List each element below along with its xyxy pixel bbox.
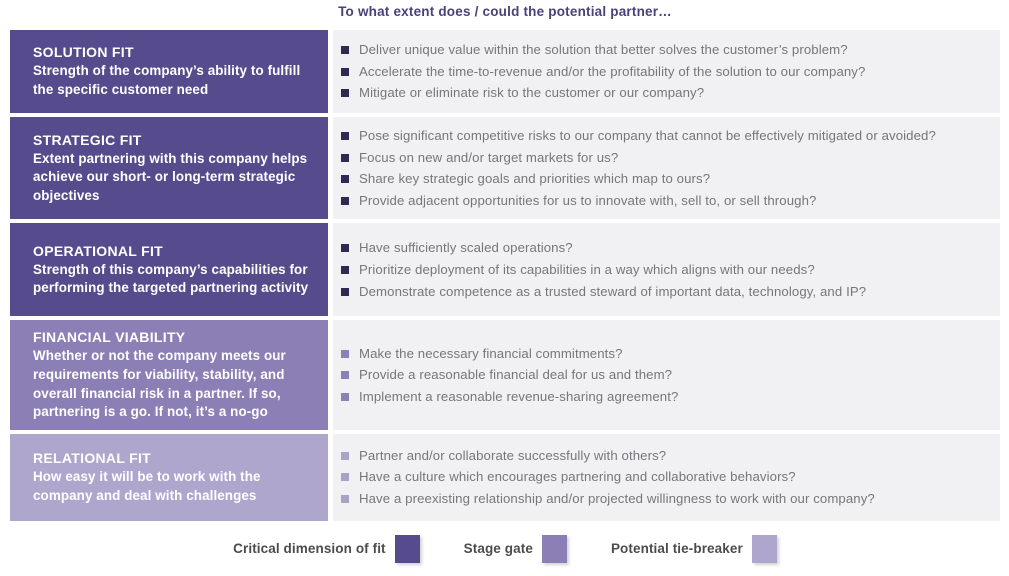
square-bullet-icon [341,132,349,140]
dimension-header-strategic-fit [10,117,328,219]
square-bullet-icon [341,244,349,252]
questions-panel-strategic-fit [333,117,1000,219]
dimension-description: Extent partnering with this company helps achieve our short- or long-term strategic objectives [33,150,308,203]
dimension-description: Whether or not the company meets our requirements for viability, stability, and overall financial risk in a partner. If so, partnering is a go. If not, it’s a no-go [33,348,286,420]
question-item [341,82,865,104]
legend-item-stage-gate [464,535,567,563]
question-text: Pose significant competitive risks to our company that cannot be effectively mitigated or avoided? [359,128,936,143]
square-bullet-icon [341,495,349,503]
dimension-header-financial-viability [10,320,328,429]
question-item [341,168,936,190]
questions-panel-operational-fit [333,223,1000,316]
question-item [341,281,866,303]
page-title: To what extent does / could the potential partner… [338,4,672,19]
square-bullet-icon [341,371,349,379]
question-item [341,386,678,408]
question-list [341,125,936,211]
dimension-header-operational-fit [10,223,328,316]
square-bullet-icon [341,68,349,76]
square-bullet-icon [341,266,349,274]
square-bullet-icon [341,350,349,358]
square-bullet-icon [341,154,349,162]
question-item [341,125,936,147]
row-operational-fit [10,223,1000,316]
square-bullet-icon [341,89,349,97]
question-text: Provide a reasonable financial deal for us and them? [359,367,673,383]
dimension-header-solution-fit [10,30,328,113]
question-list [341,237,866,302]
questions-panel-financial-viability [333,320,1000,429]
square-bullet-icon [341,46,349,54]
square-bullet-icon [341,288,349,296]
question-text: Share key strategic goals and priorities which map to ours? [359,171,711,187]
question-item [341,364,678,386]
question-list [341,343,678,408]
square-bullet-icon [341,452,349,460]
square-bullet-icon [341,393,349,401]
question-item [341,343,678,365]
question-text: Implement a reasonable revenue-sharing agreement? [359,388,679,404]
legend-label: Potential tie-breaker [610,541,743,557]
dimension-header-relational-fit [10,434,328,521]
dimension-heading: RELATIONAL FIT [33,450,152,467]
question-item [341,259,866,281]
question-item [341,147,936,169]
questions-panel-solution-fit [333,30,1000,113]
dimension-description: Strength of this company’s capabilities for performing the targeted partnering activity [33,261,309,296]
question-item [341,488,875,510]
question-item [341,39,865,61]
row-strategic-fit [10,117,1000,219]
legend-label: Critical dimension of fit [233,541,386,557]
legend [10,535,1000,563]
dimension-heading: STRATEGIC FIT [33,131,142,148]
question-text: Prioritize deployment of its capabilities in a way which aligns with our needs? [359,262,815,278]
question-text: Mitigate or eliminate risk to the customer or our company? [359,85,705,101]
row-financial-viability [10,320,1000,429]
dimension-description: How easy it will be to work with the company and deal with challenges [33,469,261,503]
legend-item-critical [233,535,420,563]
tie-breaker-color-swatch-icon [752,535,777,563]
question-item [341,237,866,259]
stage-gate-color-swatch-icon [542,535,567,563]
question-text: Make the necessary financial commitments? [359,345,623,361]
question-text: Have sufficiently scaled operations? [359,240,573,256]
question-item [341,61,865,83]
question-text: Partner and/or collaborate successfully with others? [359,447,667,463]
question-text: Have a preexisting relationship and/or projected willingness to work with our company? [359,491,875,507]
square-bullet-icon [341,175,349,183]
legend-label: Stage gate [463,541,533,557]
question-text: Demonstrate competence as a trusted steward of important data, technology, and IP? [359,283,867,299]
question-text: Provide adjacent opportunities for us to innovate with, sell to, or sell through? [359,192,817,208]
question-text: Accelerate the time-to-revenue and/or the profitability of the solution to our company? [359,63,866,79]
question-text: Have a culture which encourages partnering and collaborative behaviors? [359,469,796,485]
critical-color-swatch-icon [395,535,420,563]
dimension-heading: OPERATIONAL FIT [33,242,163,259]
row-solution-fit [10,30,1000,113]
fit-matrix [10,30,1000,521]
square-bullet-icon [341,473,349,481]
question-text: Deliver unique value within the solution that better solves the customer’s problem? [359,42,848,58]
question-item [341,466,875,488]
dimension-description: Strength of the company’s ability to fulfill the specific customer need [33,63,301,97]
question-item [341,190,936,212]
question-item [341,445,875,467]
row-relational-fit [10,434,1000,521]
question-list [341,445,875,510]
questions-panel-relational-fit [333,434,1000,521]
question-text: Focus on new and/or target markets for us? [359,149,619,165]
dimension-heading: SOLUTION FIT [33,44,134,61]
question-list [341,39,865,104]
square-bullet-icon [341,197,349,205]
dimension-heading: FINANCIAL VIABILITY [33,329,186,346]
legend-item-tie-breaker [611,535,777,563]
